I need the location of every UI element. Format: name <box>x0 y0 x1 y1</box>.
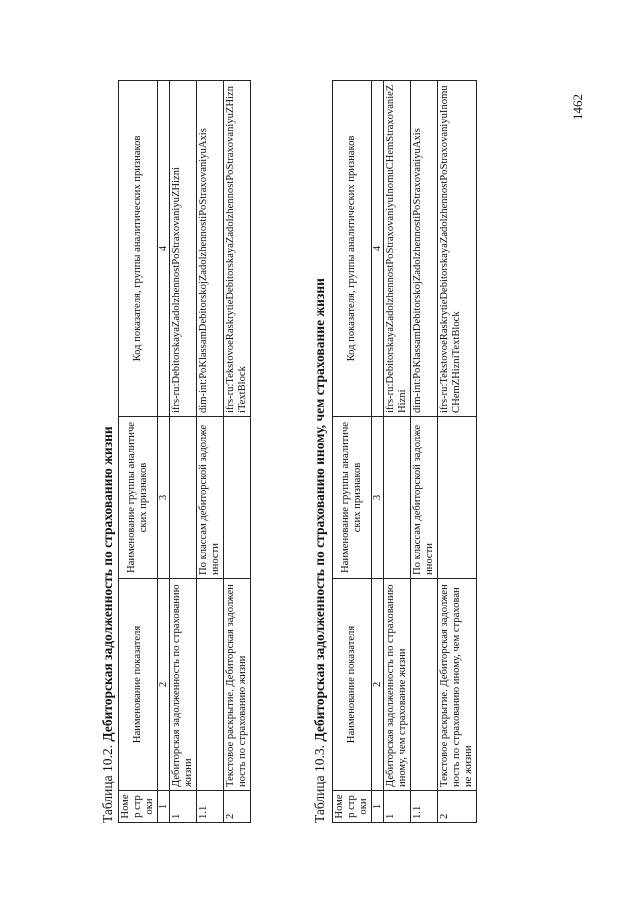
indicator-name <box>197 579 224 791</box>
table-row <box>170 81 197 823</box>
row-number: 1.1 <box>197 791 224 823</box>
caption-title: Дебиторская задолженность по страхованию иному, чем страхование жизни <box>312 278 327 742</box>
header-cell: Код показателя, группы аналитических признаков <box>119 81 158 417</box>
column-number: 2 <box>372 579 384 791</box>
column-number-row <box>158 81 170 823</box>
group-name <box>438 417 477 579</box>
receivables-non-life-table <box>332 80 477 823</box>
column-number: 4 <box>158 81 170 417</box>
column-number: 3 <box>158 417 170 579</box>
column-number: 1 <box>372 791 384 823</box>
header-row <box>119 81 158 823</box>
column-number: 4 <box>372 81 384 417</box>
table-caption <box>312 278 328 823</box>
indicator-name: Дебиторская задолженность по страхованию иному, чем страхование жизни <box>384 579 411 791</box>
table-row <box>197 81 224 823</box>
receivables-life-table <box>118 80 251 823</box>
header-cell: Номер строки <box>333 791 372 823</box>
page-number: 1462 <box>570 94 585 120</box>
header-cell: Наименование группы аналитических признаков <box>119 417 158 579</box>
table-caption <box>100 426 116 823</box>
column-number: 2 <box>158 579 170 791</box>
row-number: 1 <box>384 791 411 823</box>
column-number: 3 <box>372 417 384 579</box>
group-name: По классам дебиторской задолженности <box>411 417 438 579</box>
indicator-name: Текстовое раскрытие. Дебиторская задолженность по страхованию жизни <box>224 579 251 791</box>
header-cell: Номер строки <box>119 791 158 823</box>
header-cell: Код показателя, группы аналитических признаков <box>333 81 372 417</box>
row-number: 1 <box>170 791 197 823</box>
table-row <box>438 81 477 823</box>
row-number: 2 <box>438 791 477 823</box>
group-name: По классам дебиторской задолженности <box>197 417 224 579</box>
indicator-code: dim-int:PoKlassamDebitorskojZadolzhennostiPoStraxovaniyuAxis <box>197 81 224 417</box>
header-cell: Наименование группы аналитических признаков <box>333 417 372 579</box>
group-name <box>224 417 251 579</box>
indicator-code: dim-int:PoKlassamDebitorskojZadolzhennostiPoStraxovaniyuAxis <box>411 81 438 417</box>
indicator-code: ifrs-ru:TekstovoeRaskrytieDebitorskayaZadolzhennostPoStraxovaniyuZHizniTextBlock <box>224 81 251 417</box>
column-number-row <box>372 81 384 823</box>
group-name <box>170 417 197 579</box>
indicator-name: Текстовое раскрытие. Дебиторская задолженность по страхованию иному, чем страхование жизни <box>438 579 477 791</box>
indicator-name <box>411 579 438 791</box>
caption-prefix: Таблица 10.2. <box>100 745 115 823</box>
indicator-code: ifrs-ru:TekstovoeRaskrytieDebitorskayaZadolzhennostPoStraxovaniyuInomuCHemZHizniTextBlock <box>438 81 477 417</box>
table-row <box>411 81 438 823</box>
header-row <box>333 81 372 823</box>
table-row <box>384 81 411 823</box>
group-name <box>384 417 411 579</box>
caption-prefix: Таблица 10.3. <box>312 745 327 823</box>
column-number: 1 <box>158 791 170 823</box>
indicator-name: Дебиторская задолженность по страхованию жизни <box>170 579 197 791</box>
indicator-code: ifrs-ru:DebitorskayaZadolzhennostPoStraxovaniyuZHizni <box>170 81 197 417</box>
indicator-code: ifrs-ru:DebitorskayaZadolzhennostPoStraxovaniyuInomuCHemStraxovanieZHizni <box>384 81 411 417</box>
caption-title: Дебиторская задолженность по страхованию жизни <box>100 426 115 742</box>
row-number: 1.1 <box>411 791 438 823</box>
row-number: 2 <box>224 791 251 823</box>
header-cell: Наименование показателя <box>119 579 158 791</box>
header-cell: Наименование показателя <box>333 579 372 791</box>
table-row <box>224 81 251 823</box>
